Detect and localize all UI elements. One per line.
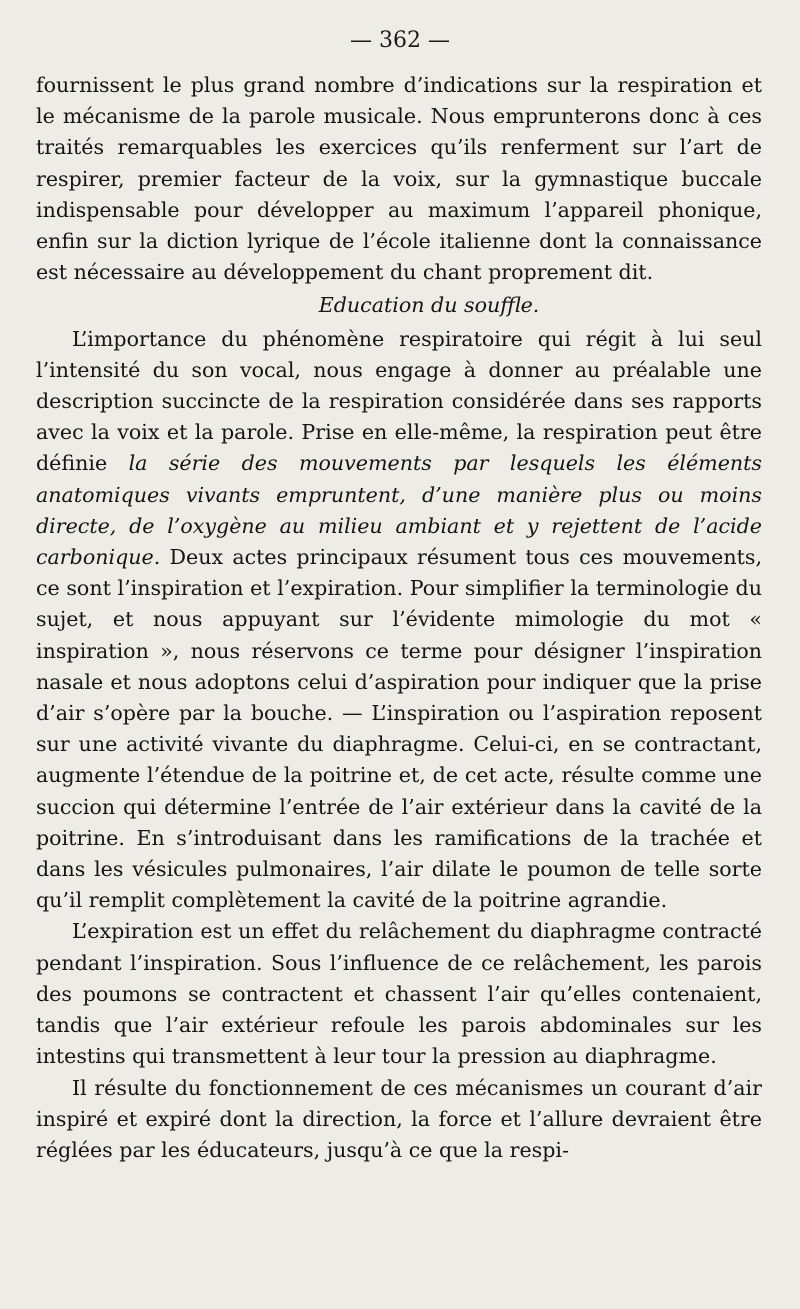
paragraph-mechanisms: Il résulte du fonctionnement de ces mécanismes un courant d’air inspiré et expiré dont la direction, la force et l’allure devraient être réglées par les éducateurs, jusqu’à ce que la respi- [36, 1075, 762, 1162]
body-text [36, 70, 762, 1166]
page-number: — 362 — [350, 28, 450, 53]
paragraph-respiration-part-b: Deux actes principaux résument tous ces mouvements, ce sont l’inspiration et l’expiration. Pour simplifier la terminologie du sujet, et nous appuyant sur l’évidente mimologie du mot « inspiration », nous réservons ce terme pour désigner l’inspiration nasale et nous adoptons celui d’aspiration pour indiquer que la prise d’air s’opère par la bouche. — L’inspiration ou l’aspiration reposent sur une activité vivante du diaphragme. Celui-ci, en se contractant, augmente l’étendue de la poitrine et, de cet acte, résulte comme une succion qui détermine l’entrée de l’air extérieur dans la cavité de la poitrine. En s’introduisant dans les ramifications de la trachée et dans les vésicules pulmonaires, l’air dilate le poumon de telle sorte qu’il remplit complètement la cavité de la poitrine agrandie. [36, 545, 762, 913]
respiration-definition: la série des mouvements par lesquels les éléments anatomiques vivants empruntent, d’une manière plus ou moins directe, de l’oxygène au milieu ambiant et y rejettent de l’acide carbonique. [36, 451, 762, 570]
section-heading: Education du souffle. [318, 293, 540, 318]
paragraph-expiration: L’expiration est un effet du relâchement du diaphragme contracté pendant l’inspiration. Sous l’influence de ce relâchement, les parois des poumons se contractent et chassent l’air qu’elles contenaient, tandis que l’air extérieur refoule les parois abdominales sur les intestins qui transmettent à leur tour la pression au diaphragme. [36, 919, 762, 1069]
paragraph-respiration [36, 324, 762, 917]
paragraph-respiration-part-a: L’importance du phénomène respiratoire qui régit à lui seul l’intensité du son vocal, nous engage à donner au préalable une description succincte de la respiration considérée dans ses rapports avec la voix et la parole. Prise en elle-même, la respiration peut être définie [36, 326, 762, 476]
intro-paragraph: fournissent le plus grand nombre d’indications sur la respiration et le mécanisme de la parole musicale. Nous emprunterons donc à ces traités remarquables les exercices qu’ils renferment sur l’art de respirer, premier facteur de la voix, sur la gymnastique buccale indispensable pour développer au maximum l’appareil phonique, enfin sur la diction lyrique de l’école italienne dont la connaissance est nécessaire au développement du chant proprement dit. [36, 73, 762, 285]
